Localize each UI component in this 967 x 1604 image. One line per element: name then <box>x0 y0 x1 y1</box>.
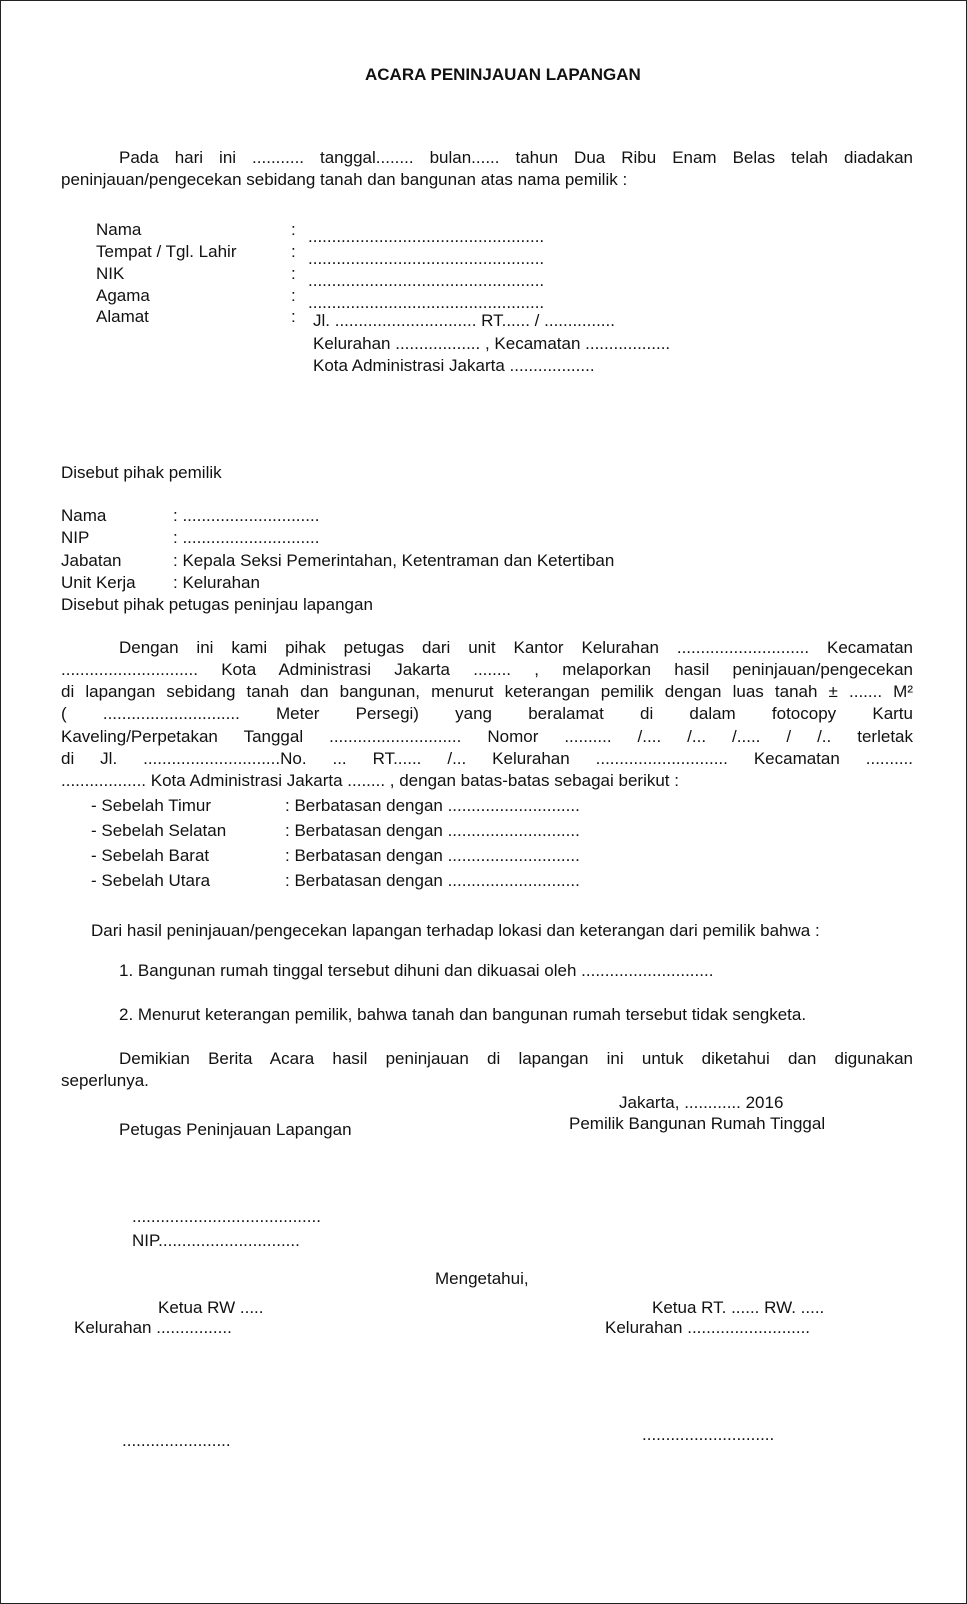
owner-colon-nik: : <box>291 264 296 283</box>
acknowledge-label: Mengetahui, <box>435 1269 529 1288</box>
intro-line-2: peninjauan/pengecekan sebidang tanah dan bangunan atas nama pemilik : <box>61 170 628 189</box>
owner-value-nik: .................................................. <box>308 271 545 290</box>
closing-line-2: seperlunya. <box>61 1071 149 1090</box>
officer-value-unit: : Kelurahan <box>173 573 260 592</box>
rw-signature-line: ....................... <box>122 1431 231 1450</box>
boundary-label-north: - Sebelah Utara <box>91 871 211 890</box>
owner-label-name: Nama <box>96 220 142 239</box>
owner-value-name: .................................................. <box>308 227 545 246</box>
report-line-4: ( ............................. Meter Persegi) yang beralamat di dalam fotocopy Kartu <box>61 704 913 723</box>
owner-address-line-2: Kelurahan .................. , Kecamatan .................. <box>313 334 671 353</box>
rw-kelurahan: Kelurahan ................ <box>74 1318 232 1337</box>
boundary-value-south: : Berbatasan dengan ............................ <box>285 821 580 840</box>
findings-intro: Dari hasil peninjauan/pengecekan lapangan terhadap lokasi dan keterangan dari pemilik bahwa : <box>91 921 820 940</box>
intro-line-1: Pada hari ini ........... tanggal........ bulan...... tahun Dua Ribu Enam Belas telah diadakan <box>119 148 913 167</box>
officer-label-position: Jabatan <box>61 551 122 570</box>
boundary-value-west: : Berbatasan dengan ............................ <box>285 846 580 865</box>
boundary-value-north: : Berbatasan dengan ............................ <box>285 871 580 890</box>
rt-kelurahan: Kelurahan .......................... <box>605 1318 811 1337</box>
report-line-5: Kaveling/Perpetakan Tanggal ............................ Nomor .......... /.... /... /..... / /.. terletak <box>61 727 913 746</box>
place-date: Jakarta, ............ 2016 <box>619 1093 784 1112</box>
report-line-3: di lapangan sebidang tanah dan bangunan, menurut keterangan pemilik dengan luas tanah ± ....... M² <box>61 682 913 701</box>
owner-colon-religion: : <box>291 286 296 305</box>
owner-address-line-3: Kota Administrasi Jakarta .................. <box>313 356 595 375</box>
report-line-6: di Jl. .............................No. ... RT...... /... Kelurahan ............................ Kecamatan .......... <box>61 749 913 768</box>
findings-item-1: 1. Bangunan rumah tinggal tersebut dihuni dan dikuasai oleh ............................ <box>119 961 714 980</box>
officer-nip: NIP.............................. <box>132 1231 300 1250</box>
boundary-label-east: - Sebelah Timur <box>91 796 211 815</box>
officer-signature-line: ........................................ <box>132 1207 321 1226</box>
officer-label-name: Nama <box>61 506 107 525</box>
owner-label-religion: Agama <box>96 286 150 305</box>
owner-value-address: Jl. .............................. RT...... / ............... <box>313 311 615 330</box>
rt-title: Ketua RT. ...... RW. ..... <box>652 1298 825 1317</box>
officer-signature-title: Petugas Peninjauan Lapangan <box>119 1120 352 1139</box>
document-title: ACARA PENINJAUAN LAPANGAN <box>365 65 641 84</box>
owner-value-religion: .................................................. <box>308 293 545 312</box>
boundary-label-west: - Sebelah Barat <box>91 846 210 865</box>
officer-caption: Disebut pihak petugas peninjau lapangan <box>61 595 373 614</box>
officer-label-unit: Unit Kerja <box>61 573 136 592</box>
boundary-label-south: - Sebelah Selatan <box>91 821 227 840</box>
owner-caption: Disebut pihak pemilik <box>61 463 222 482</box>
owner-colon-address: : <box>291 307 296 326</box>
report-line-2: ............................. Kota Administrasi Jakarta ........ , melaporkan hasil peninjauan/pengecekan <box>61 660 913 679</box>
report-line-7: .................. Kota Administrasi Jakarta ........ , dengan batas-batas sebagai berikut : <box>61 771 679 790</box>
officer-label-nip: NIP <box>61 528 90 547</box>
officer-value-nip: : ............................. <box>173 528 320 547</box>
rt-signature-line: ............................ <box>642 1425 775 1444</box>
owner-label-nik: NIK <box>96 264 125 283</box>
officer-value-name: : ............................. <box>173 506 320 525</box>
closing-line-1: Demikian Berita Acara hasil peninjauan di lapangan ini untuk diketahui dan digunakan <box>119 1049 913 1068</box>
owner-label-birth: Tempat / Tgl. Lahir <box>96 242 237 261</box>
owner-label-address: Alamat <box>96 307 149 326</box>
rw-title: Ketua RW ..... <box>158 1298 264 1317</box>
officer-value-position: : Kepala Seksi Pemerintahan, Ketentraman dan Ketertiban <box>173 551 615 570</box>
owner-signature-title: Pemilik Bangunan Rumah Tinggal <box>569 1114 826 1133</box>
findings-item-2: 2. Menurut keterangan pemilik, bahwa tanah dan bangunan rumah tersebut tidak sengketa. <box>119 1005 807 1024</box>
owner-colon-birth: : <box>291 242 296 261</box>
report-line-1: Dengan ini kami pihak petugas dari unit Kantor Kelurahan ............................ Kecamatan <box>119 638 913 657</box>
owner-value-birth: .................................................. <box>308 249 545 268</box>
boundary-value-east: : Berbatasan dengan ............................ <box>285 796 580 815</box>
owner-colon-name: : <box>291 220 296 239</box>
